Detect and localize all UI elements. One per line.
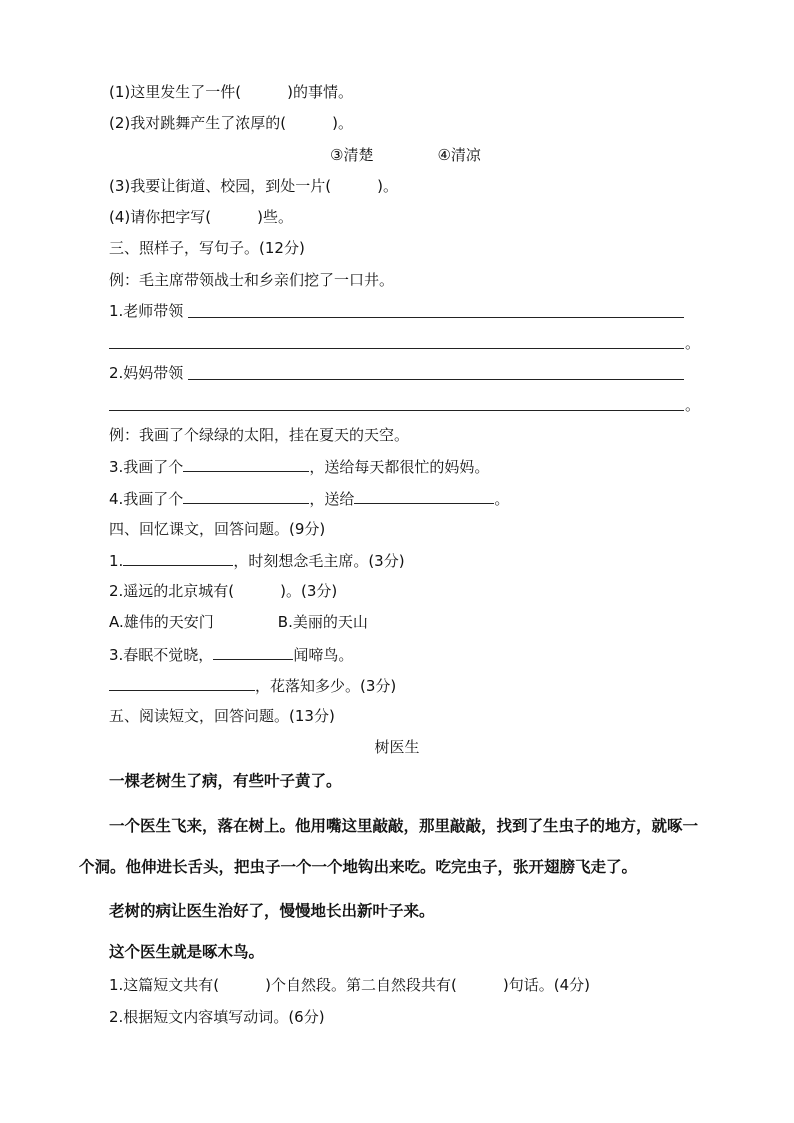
fill-q3-before: (3)我要让街道、校园，到处一片(: [109, 177, 332, 195]
fill-q2-after: )。: [332, 114, 353, 132]
example-sentence-1: 例：毛主席带领战士和乡亲们挖了一口井。: [109, 271, 395, 289]
recall-q3-a: 3.春眠不觉晓，: [109, 646, 214, 664]
example-sentence-2: 例：我画了个绿绿的太阳，挂在夏天的天空。: [109, 426, 410, 444]
reading-q1-a: 1.这篇短文共有(: [109, 976, 220, 994]
passage-paragraph-4: 这个医生就是啄木鸟。: [109, 943, 265, 961]
recall-q1-blank[interactable]: [123, 550, 233, 566]
recall-q2-options: [109, 612, 368, 632]
rewrite-q1-period: 。: [685, 334, 701, 352]
fill-q4-before: (4)请你把字写(: [109, 208, 212, 226]
reading-q1-b: )个自然段。第二自然段共有(: [265, 976, 457, 994]
rewrite-q2-line-2[interactable]: [109, 410, 684, 411]
rewrite-question-2: [109, 363, 183, 383]
rewrite-q1-line-2[interactable]: [109, 348, 684, 349]
rewrite-q4-a: 4.我画了个: [109, 490, 184, 508]
rewrite-q4-c: 。: [494, 490, 510, 508]
passage-paragraph-3: 老树的病让医生治好了，慢慢地长出新叶子来。: [109, 902, 435, 920]
rewrite-q1-prefix: 1.老师带领: [109, 302, 184, 320]
section-4-heading: 四、回忆课文，回答问题。(9分): [109, 520, 326, 538]
rewrite-q3-b: ，送给每天都很忙的妈妈。: [309, 458, 490, 476]
fill-q2-before: (2)我对跳舞产生了浓厚的(: [109, 114, 287, 132]
option-b: B.美丽的天山: [277, 613, 368, 631]
recall-q3-c: ，花落知多少。(3分): [255, 677, 397, 695]
rewrite-question-4: [109, 488, 509, 509]
recall-q1-a: 1.: [109, 552, 124, 570]
rewrite-question-1: [109, 301, 183, 321]
fill-question-3: [109, 176, 398, 196]
fill-q1-after: )的事情。: [287, 83, 353, 101]
recall-question-2: [109, 581, 337, 601]
recall-q3-b: 闻啼鸟。: [293, 646, 354, 664]
reading-question-2: 2.根据短文内容填写动词。(6分): [109, 1008, 325, 1026]
fill-question-2: [109, 113, 353, 133]
recall-question-3-line-2: [109, 675, 396, 696]
rewrite-q2-prefix: 2.妈妈带领: [109, 364, 184, 382]
fill-q4-after: )些。: [257, 208, 293, 226]
rewrite-q3-blank[interactable]: [183, 456, 309, 472]
rewrite-q1-line-1[interactable]: [188, 317, 684, 318]
option-a: A.雄伟的天安门: [109, 613, 214, 631]
rewrite-q4-blank-2[interactable]: [354, 488, 494, 504]
recall-question-3: [109, 644, 353, 665]
fill-q1-before: (1)这里发生了一件(: [109, 83, 242, 101]
option-4: ④清凉: [437, 146, 481, 164]
rewrite-q2-period: 。: [685, 396, 701, 414]
recall-q2-a: 2.遥远的北京城有(: [109, 582, 235, 600]
fill-question-4: [109, 207, 293, 227]
fill-options: [330, 145, 481, 165]
rewrite-q2-line-1[interactable]: [188, 379, 684, 380]
rewrite-q4-blank-1[interactable]: [183, 488, 309, 504]
passage-paragraph-1: 一棵老树生了病，有些叶子黄了。: [109, 772, 342, 790]
reading-question-1: [109, 975, 590, 995]
rewrite-q4-b: ，送给: [309, 490, 355, 508]
fill-q3-after: )。: [377, 177, 398, 195]
rewrite-question-3: [109, 456, 489, 477]
passage-paragraph-2-line-2: 个洞。他伸进长舌头，把虫子一个一个地钩出来吃。吃完虫子，张开翅膀飞走了。: [79, 858, 638, 876]
recall-question-1: [109, 550, 405, 571]
recall-q2-b: )。(3分): [280, 582, 338, 600]
passage-paragraph-2-line-1: 一个医生飞来，落在树上。他用嘴这里敲敲，那里敲敲，找到了生虫子的地方，就啄一: [109, 817, 699, 835]
fill-question-1: [109, 82, 353, 102]
rewrite-q3-a: 3.我画了个: [109, 458, 184, 476]
section-5-heading: 五、阅读短文，回答问题。(13分): [109, 707, 335, 725]
section-3-heading: 三、照样子，写句子。(12分): [109, 239, 305, 257]
reading-q1-c: )句话。(4分): [502, 976, 590, 994]
recall-q1-b: ，时刻想念毛主席。(3分): [233, 552, 405, 570]
passage-title: 树医生: [374, 738, 420, 756]
recall-q3-blank-2[interactable]: [109, 675, 255, 691]
recall-q3-blank-1[interactable]: [213, 644, 293, 660]
option-3: ③清楚: [330, 146, 374, 164]
